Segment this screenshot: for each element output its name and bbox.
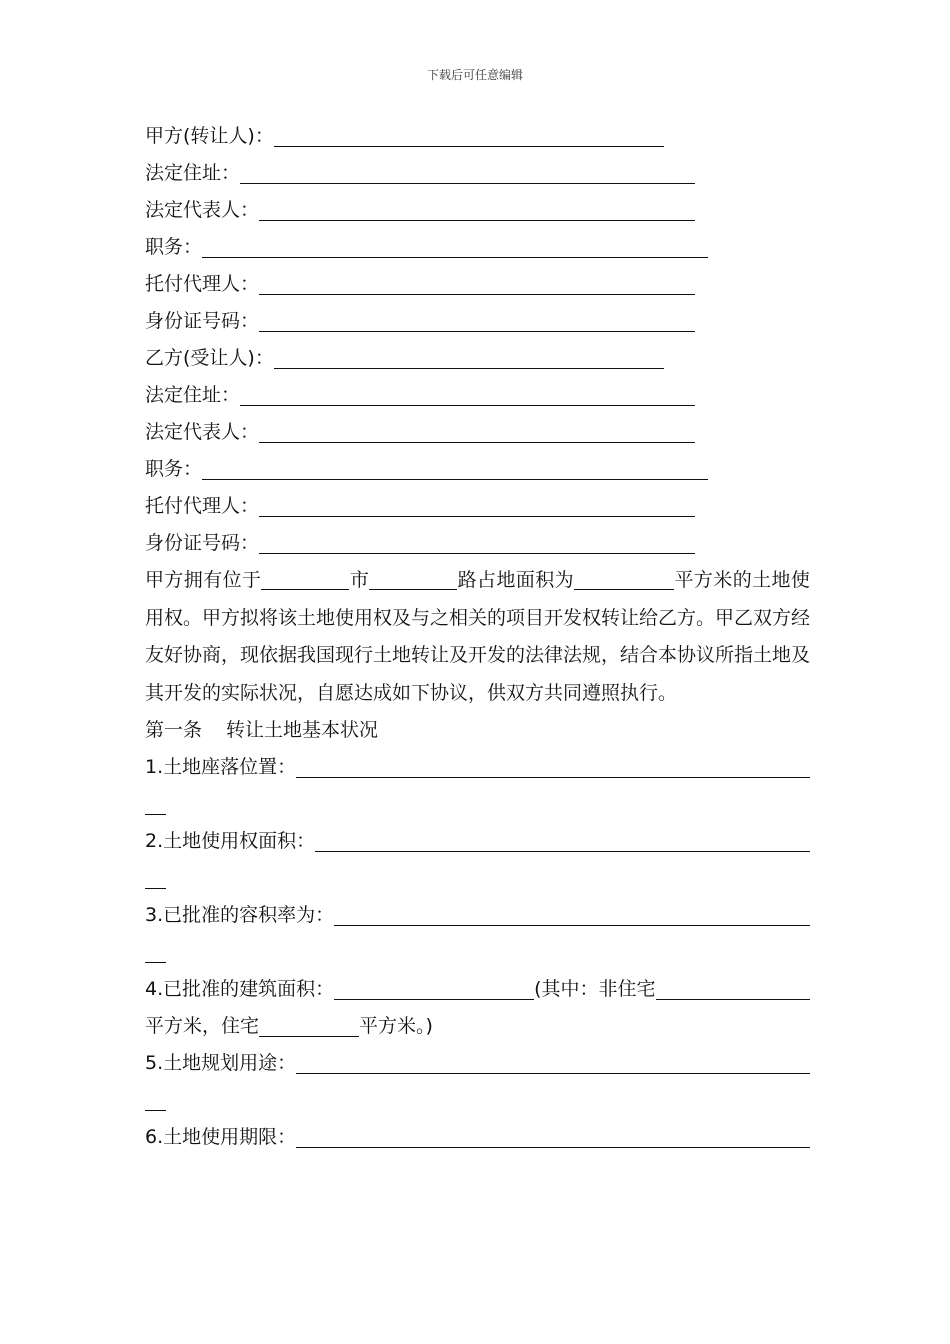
item-6-label: 6.土地使用期限： <box>145 1126 297 1148</box>
party-b-address-label: 法定住址： <box>145 384 241 406</box>
party-b-id-label: 身份证号码： <box>145 532 260 554</box>
party-b-id-row <box>145 525 810 562</box>
intro-text-3: 路占地面积为 <box>457 569 575 591</box>
party-a-id-blank[interactable] <box>259 305 695 332</box>
intro-text-2: 市 <box>349 569 370 591</box>
item-4-row-2 <box>145 1008 810 1045</box>
party-a-agent-blank[interactable] <box>259 268 695 295</box>
intro-text-1: 甲方拥有位于 <box>145 569 262 591</box>
item-3-blank[interactable] <box>334 899 810 926</box>
party-b-position-label: 职务： <box>145 458 203 480</box>
item-5-row <box>145 1045 810 1082</box>
party-b-id-blank[interactable] <box>259 527 695 554</box>
party-a-address-row <box>145 155 810 192</box>
party-a-agent-row <box>145 266 810 303</box>
party-b-agent-label: 托付代理人： <box>145 495 260 517</box>
party-b-agent-blank[interactable] <box>259 490 695 517</box>
header-note: 下载后可任意编辑 <box>426 68 523 82</box>
item-6-blank[interactable] <box>296 1121 810 1148</box>
item-3-continuation <box>145 934 810 971</box>
item-5-label: 5.土地规划用途： <box>145 1052 297 1074</box>
party-b-position-row <box>145 451 810 488</box>
party-b-name-blank[interactable] <box>274 342 664 369</box>
party-b-agent-row <box>145 488 810 525</box>
party-b-address-blank[interactable] <box>240 379 695 406</box>
item-2-blank[interactable] <box>315 825 810 852</box>
item-1-label: 1.土地座落位置： <box>145 756 297 778</box>
item-3-row <box>145 897 810 934</box>
item-5-blank-tail[interactable] <box>145 1084 166 1111</box>
item-4-residential-blank[interactable] <box>259 1010 359 1037</box>
party-a-name-row <box>145 118 810 155</box>
party-b-title: 乙方(受让人)： <box>145 347 274 369</box>
city-blank[interactable] <box>261 565 349 590</box>
party-a-name-blank[interactable] <box>274 120 664 147</box>
item-1-continuation <box>145 786 810 823</box>
item-4-nonresidential-blank[interactable] <box>656 973 810 1000</box>
party-b-rep-label: 法定代表人： <box>145 421 260 443</box>
party-b-address-row <box>145 377 810 414</box>
party-a-id-label: 身份证号码： <box>145 310 260 332</box>
party-a-title: 甲方(转让人)： <box>145 125 274 147</box>
item-4-end: 平方米。) <box>359 1015 433 1037</box>
item-4-row <box>145 971 810 1008</box>
road-blank[interactable] <box>369 565 457 590</box>
item-5-continuation <box>145 1082 810 1119</box>
item-3-blank-tail[interactable] <box>145 936 166 963</box>
item-1-blank[interactable] <box>296 751 810 778</box>
item-4-label: 4.已批准的建筑面积： <box>145 978 335 1000</box>
party-b-name-row <box>145 340 810 377</box>
party-a-position-label: 职务： <box>145 236 203 258</box>
party-a-position-blank[interactable] <box>202 231 708 258</box>
party-b-rep-row <box>145 414 810 451</box>
item-4-area-blank[interactable] <box>334 973 534 1000</box>
item-3-label: 3.已批准的容积率为： <box>145 904 335 926</box>
party-b-position-blank[interactable] <box>202 453 708 480</box>
item-1-row <box>145 749 810 786</box>
party-a-agent-label: 托付代理人： <box>145 273 260 295</box>
party-a-id-row <box>145 303 810 340</box>
item-1-blank-tail[interactable] <box>145 788 166 815</box>
item-5-blank[interactable] <box>296 1047 810 1074</box>
article-1-number: 第一条 <box>145 719 203 741</box>
intro-text-4: 平方米 <box>674 569 733 591</box>
item-6-row <box>145 1119 810 1156</box>
party-a-rep-blank[interactable] <box>259 194 695 221</box>
intro-paragraph <box>145 562 810 712</box>
party-a-address-blank[interactable] <box>240 157 695 184</box>
party-a-address-label: 法定住址： <box>145 162 241 184</box>
party-b-rep-blank[interactable] <box>259 416 695 443</box>
party-a-position-row <box>145 229 810 266</box>
item-4-residential-label: 平方米，住宅 <box>145 1015 260 1037</box>
document-body <box>145 118 810 1156</box>
item-2-row <box>145 823 810 860</box>
area-blank[interactable] <box>574 565 674 590</box>
party-a-rep-label: 法定代表人： <box>145 199 260 221</box>
item-4-nonresidential-label: (其中：非住宅 <box>534 978 656 1000</box>
article-1-title: 转让土地基本状况 <box>226 719 379 741</box>
article-1-heading <box>145 712 810 749</box>
item-2-blank-tail[interactable] <box>145 862 166 889</box>
item-2-continuation <box>145 860 810 897</box>
intro-text-5: 的土地使用权。甲方拟将该土地使用权及与之相关的项目开发权转让给乙方。甲乙双方经友好协商，现依据我国现行土地转让及开发的法律法规，结合本协议所指土地及其开发的实际状况，自愿达成如下协议，供双方共同遵照执行。 <box>145 569 811 704</box>
item-2-label: 2.土地使用权面积： <box>145 830 316 852</box>
party-a-rep-row <box>145 192 810 229</box>
